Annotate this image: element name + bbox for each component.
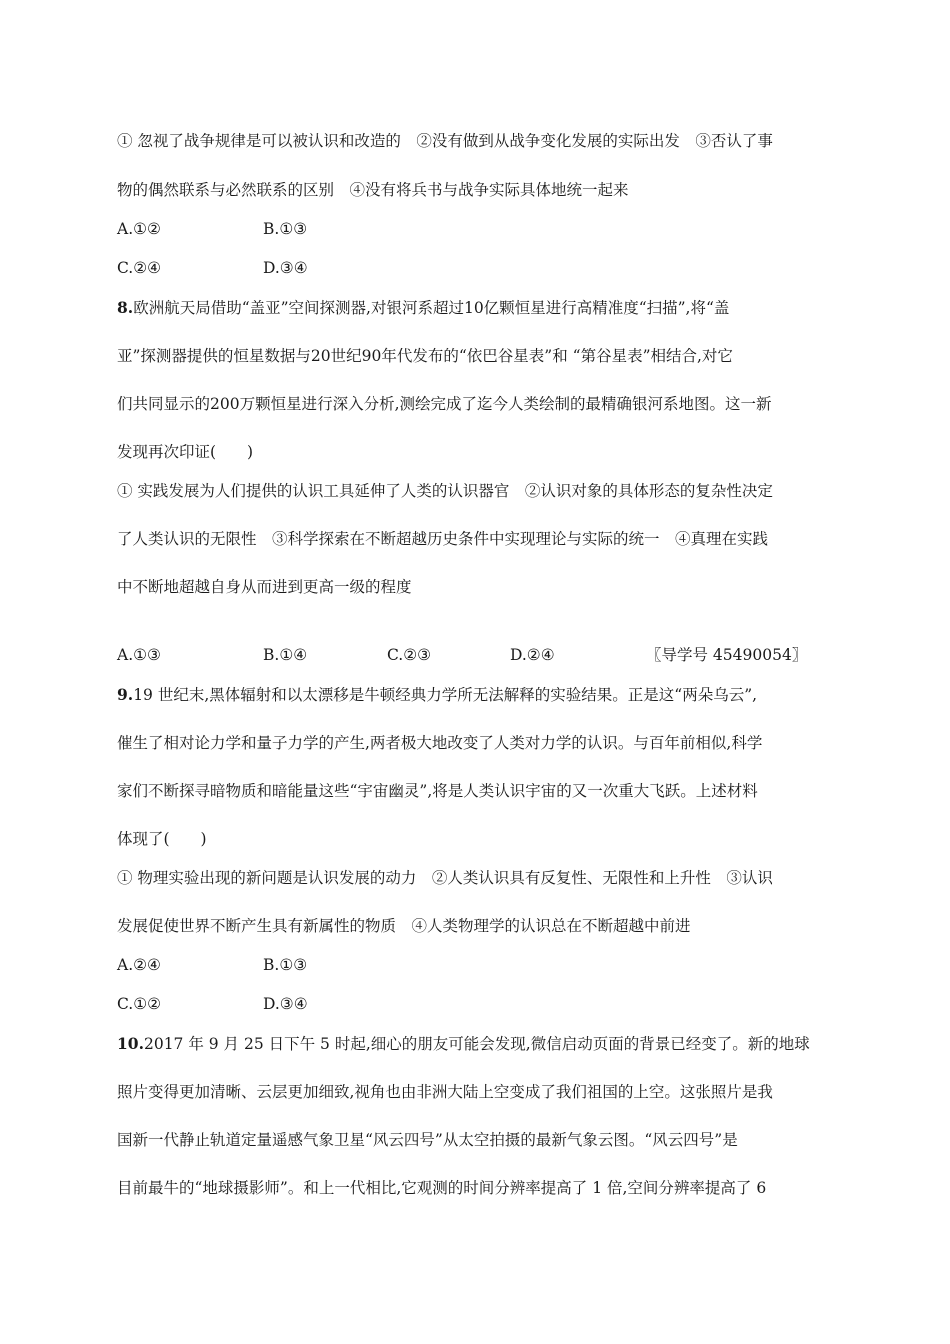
q7-option-d: D.③④ xyxy=(263,259,308,277)
q8-stem-line-1 xyxy=(117,298,842,318)
q8-option-d: D.②④ xyxy=(510,646,555,664)
q10-number: 10. xyxy=(117,1034,144,1053)
q10-stem-text-1: 2017 年 9 月 25 日下午 5 时起,细心的朋友可能会发现,微信启动页面的背景已经变了。新的地球 xyxy=(143,1035,810,1053)
q9-option-b: B.①③ xyxy=(263,956,308,974)
q8-stem-line-2: 亚”探测器提供的恒星数据与20世纪90年代发布的“依巴谷星表”和 “第谷星表”相结合,对它 xyxy=(117,347,733,365)
q7-option-a: A.①② xyxy=(117,220,161,238)
q9-option-a: A.②④ xyxy=(117,956,161,974)
q9-stem-line-1 xyxy=(117,685,842,705)
q7-option-c: C.②④ xyxy=(117,259,162,277)
q9-stem-line-3: 家们不断探寻暗物质和暗能量这些“宇宙幽灵”,将是人类认识宇宙的又一次重大飞跃。上述材料 xyxy=(117,782,758,800)
q9-option-d: D.③④ xyxy=(263,995,308,1013)
q8-option-a: A.①③ xyxy=(117,646,161,664)
q10-stem-line-2: 照片变得更加清晰、云层更加细致,视角也由非洲大陆上空变成了我们祖国的上空。这张照片是我 xyxy=(117,1083,773,1101)
q9-stem-text-1: 19 世纪末,黑体辐射和以太漂移是牛顿经典力学所无法解释的实验结果。正是这“两朵乌云”, xyxy=(133,686,758,704)
q8-statements-line-1: ① 实践发展为人们提供的认识工具延伸了人类的认识器官 ②认识对象的具体形态的复杂性决定 xyxy=(117,482,773,500)
q8-statements-line-2: 了人类认识的无限性 ③科学探索在不断超越历史条件中实现理论与实际的统一 ④真理在实践 xyxy=(117,530,769,548)
q8-option-b: B.①④ xyxy=(263,646,308,664)
q8-option-c: C.②③ xyxy=(387,646,432,664)
q9-option-c: C.①② xyxy=(117,995,162,1013)
q8-reference-number: 〖导学号 45490054〗 xyxy=(646,646,808,664)
q9-statements-line-1: ① 物理实验出现的新问题是认识发展的动力 ②人类认识具有反复性、无限性和上升性 ③认识 xyxy=(117,869,773,887)
q9-stem-line-2: 催生了相对论力学和量子力学的产生,两者极大地改变了人类对力学的认识。与百年前相似,科学 xyxy=(117,734,763,752)
q7-statements-line-1: ① 忽视了战争规律是可以被认识和改造的 ②没有做到从战争变化发展的实际出发 ③否认了事 xyxy=(117,132,773,150)
q10-stem-line-1 xyxy=(117,1034,842,1054)
q8-statements-line-3: 中不断地超越自身从而进到更高一级的程度 xyxy=(117,578,412,596)
q9-statements-line-2: 发展促使世界不断产生具有新属性的物质 ④人类物理学的认识总在不断超越中前进 xyxy=(117,917,691,935)
q8-stem-line-3: 们共同显示的200万颗恒星进行深入分析,测绘完成了迄今人类绘制的最精确银河系地图。这一新 xyxy=(117,395,772,413)
q7-option-b: B.①③ xyxy=(263,220,308,238)
q9-number: 9. xyxy=(117,685,134,704)
q7-statements-line-2: 物的偶然联系与必然联系的区别 ④没有将兵书与战争实际具体地统一起来 xyxy=(117,181,629,199)
q9-stem-line-4: 体现了( ) xyxy=(117,830,207,848)
q8-number: 8. xyxy=(117,298,134,317)
q10-stem-line-4: 目前最牛的“地球摄影师”。和上一代相比,它观测的时间分辨率提高了 1 倍,空间分辨率提高了 6 xyxy=(117,1179,767,1197)
q8-stem-text-1: 欧洲航天局借助“盖亚”空间探测器,对银河系超过10亿颗恒星进行高精准度“扫描”,将“盖 xyxy=(133,299,730,317)
q10-stem-line-3: 国新一代静止轨道定量遥感气象卫星“风云四号”从太空拍摄的最新气象云图。“风云四号”是 xyxy=(117,1131,738,1149)
q8-stem-line-4: 发现再次印证( ) xyxy=(117,443,254,461)
